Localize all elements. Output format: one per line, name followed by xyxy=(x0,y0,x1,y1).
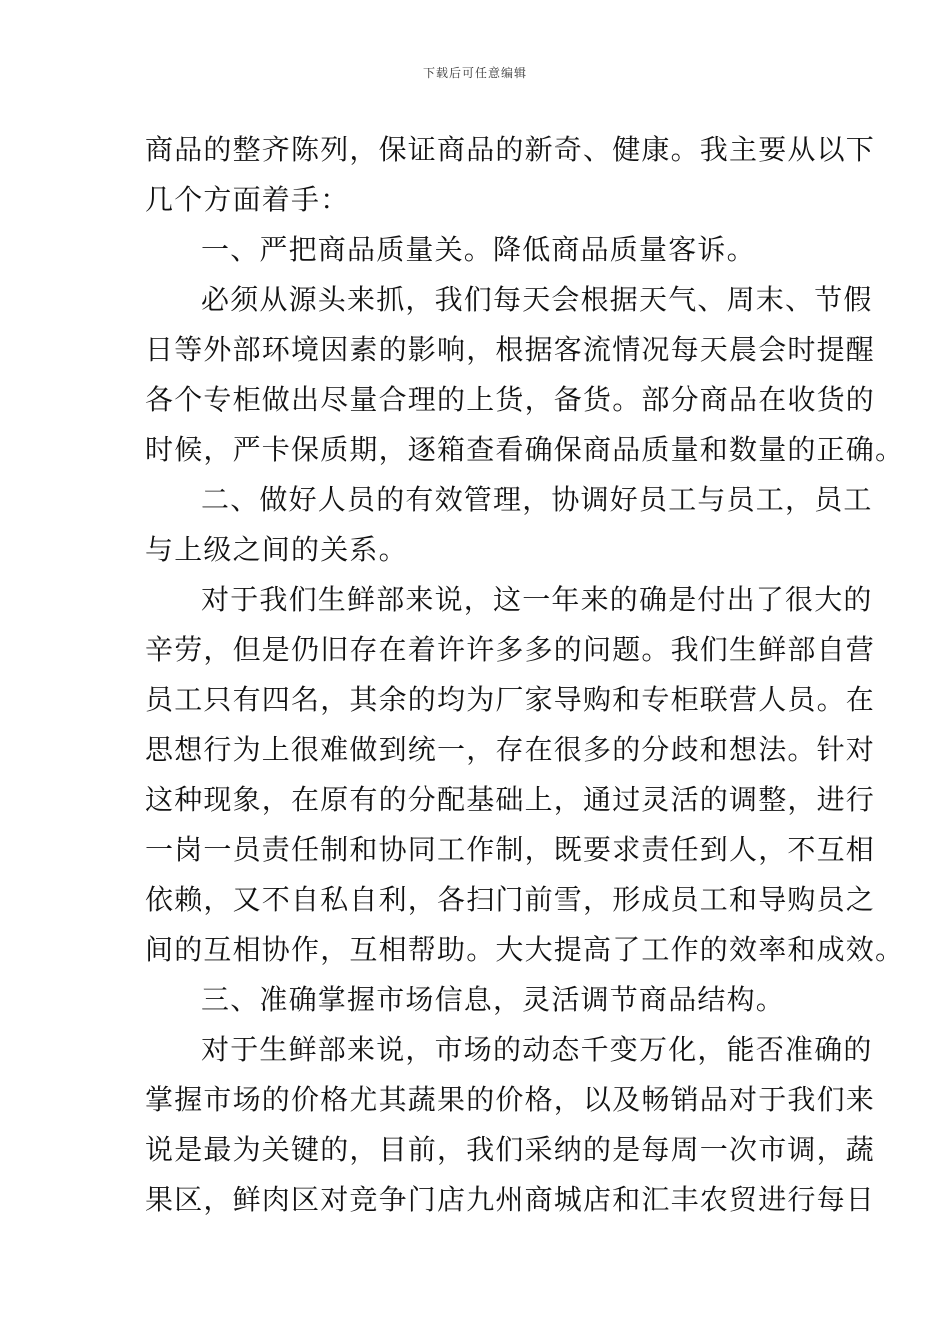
section-heading: 一、严把商品质量关。降低商品质量客诉。 xyxy=(201,233,756,266)
text-line: 日等外部环境因素的影响，根据客流情况每天晨会时提醒 xyxy=(145,333,876,366)
page-header: 下载后可任意编辑 xyxy=(422,66,527,80)
text-line: 与上级之间的关系。 xyxy=(145,533,408,566)
text-line: 一岗一员责任制和协同工作制，既要求责任到人，不互相 xyxy=(145,833,876,866)
text-line: 思想行为上很难做到统一，存在很多的分歧和想法。针对 xyxy=(145,733,876,766)
text-line: 时候，严卡保质期，逐箱查看确保商品质量和数量的正确。 xyxy=(145,433,905,466)
text-line: 对于我们生鲜部来说，这一年来的确是付出了很大的 xyxy=(201,583,873,616)
text-line: 掌握市场的价格尤其蔬果的价格，以及畅销品对于我们来 xyxy=(145,1083,876,1116)
text-line: 商品的整齐陈列，保证商品的新奇、健康。我主要从以下 xyxy=(145,133,876,166)
text-line: 对于生鲜部来说，市场的动态千变万化，能否准确的 xyxy=(201,1033,873,1066)
text-line: 辛劳，但是仍旧存在着许许多多的问题。我们生鲜部自营 xyxy=(145,633,876,666)
text-line: 依赖，又不自私自利，各扫门前雪，形成员工和导购员之 xyxy=(145,883,876,916)
text-line: 几个方面着手： xyxy=(145,183,350,216)
text-line: 果区，鲜肉区对竞争门店九州商城店和汇丰农贸进行每日 xyxy=(145,1183,876,1216)
text-line: 这种现象，在原有的分配基础上，通过灵活的调整，进行 xyxy=(145,783,876,816)
text-line: 员工只有四名，其余的均为厂家导购和专柜联营人员。在 xyxy=(145,683,876,716)
text-line: 必须从源头来抓，我们每天会根据天气、周末、节假 xyxy=(201,283,873,316)
text-line: 说是最为关键的，目前，我们采纳的是每周一次市调，蔬 xyxy=(145,1133,876,1166)
text-line: 间的互相协作，互相帮助。大大提高了工作的效率和成效。 xyxy=(145,933,905,966)
section-heading: 三、准确掌握市场信息，灵活调节商品结构。 xyxy=(201,983,786,1016)
section-heading: 二、做好人员的有效管理，协调好员工与员工，员工 xyxy=(201,483,873,516)
text-line: 各个专柜做出尽量合理的上货，备货。部分商品在收货的 xyxy=(145,383,876,416)
